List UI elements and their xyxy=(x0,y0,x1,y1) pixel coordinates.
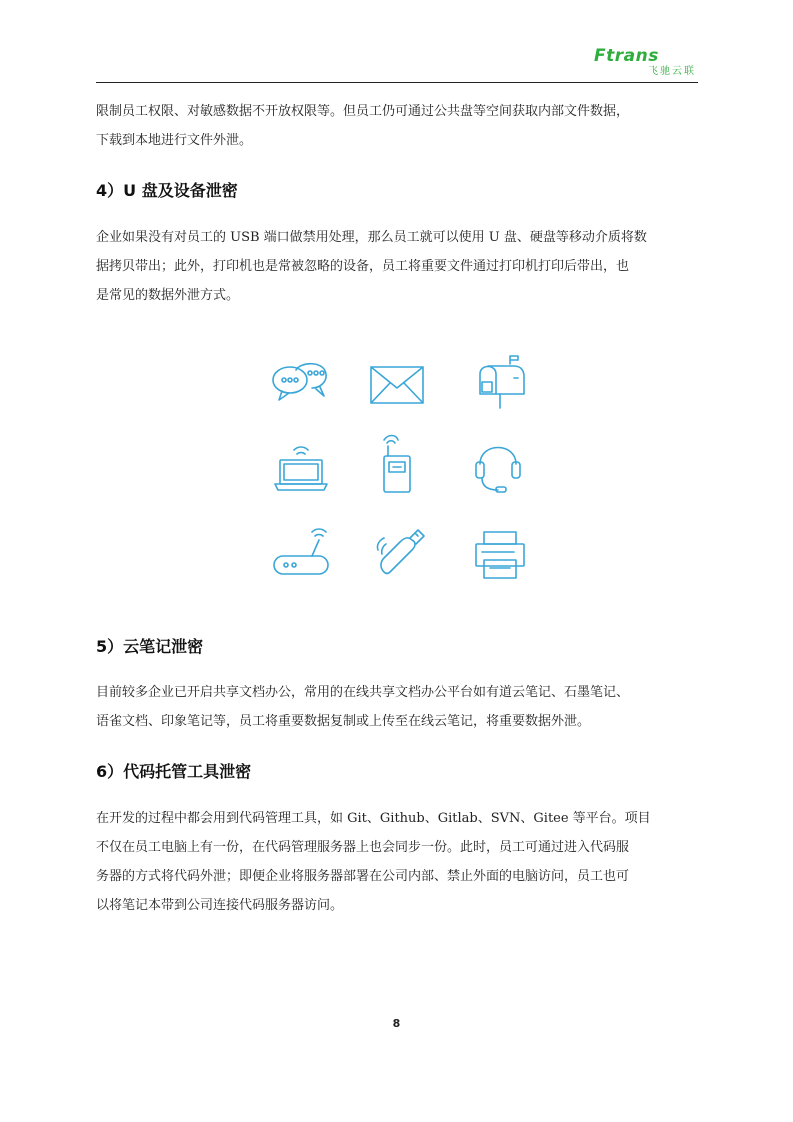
text-line: 目前较多企业已开启共享文档办公，常用的在线共享文档办公平台如有道云笔记、石墨笔记、 xyxy=(96,685,630,700)
section-heading-code-hosting: 6）代码托管工具泄密 xyxy=(96,762,252,781)
section-heading-cloud-notes: 5）云笔记泄密 xyxy=(96,637,204,656)
text-line: 不仅在员工电脑上有一份，在代码管理服务器上也会同步一份。此时，员工可通过进入代码服 xyxy=(96,840,630,855)
printer-icon xyxy=(472,528,528,584)
cloud-notes-paragraph xyxy=(96,678,700,736)
text-line: 务器的方式将代码外泄；即便企业将服务器部署在公司内部、禁止外面的电脑访问，员工也可 xyxy=(96,869,630,884)
text-line: 据拷贝带出；此外，打印机也是常被忽略的设备，员工将重要文件通过打印机打印后带出，也 xyxy=(96,259,630,274)
text-line: 企业如果没有对员工的 USB 端口做禁用处理，那么员工就可以使用 U 盘、硬盘等移动介质将数 xyxy=(96,230,647,245)
logo-wordmark: Ftrans xyxy=(594,46,659,66)
text-line: 在开发的过程中都会用到代码管理工具，如 Git、Github、Gitlab、SVN、Gitee 等平台。项目 xyxy=(96,811,651,826)
code-hosting-paragraph xyxy=(96,804,700,920)
page-number: 8 xyxy=(392,1017,401,1030)
mailbox-icon xyxy=(470,354,526,410)
section-heading-usb: 4）U 盘及设备泄密 xyxy=(96,181,238,200)
router-icon xyxy=(270,524,332,580)
chat-bubbles-icon xyxy=(270,356,330,408)
header-divider xyxy=(96,82,698,83)
laptop-wifi-icon xyxy=(272,436,330,494)
usb-drive-icon xyxy=(370,524,428,580)
intro-paragraph xyxy=(96,97,700,155)
text-line: 语雀文档、印象笔记等，员工将重要数据复制或上传至在线云笔记，将重要数据外泄。 xyxy=(96,714,591,729)
logo-chinese-name: 飞驰云联 xyxy=(648,66,696,77)
brand-logo xyxy=(594,46,696,78)
text-line: 下载到本地进行文件外泄。 xyxy=(96,133,253,148)
walkie-talkie-icon xyxy=(376,432,416,496)
headset-icon xyxy=(472,436,524,496)
text-line: 以将笔记本带到公司连接代码服务器访问。 xyxy=(96,898,344,913)
text-line: 限制员工权限、对敏感数据不开放权限等。但员工仍可通过公共盘等空间获取内部文件数据， xyxy=(96,104,630,119)
device-icon-grid xyxy=(262,350,532,590)
usb-paragraph xyxy=(96,223,700,310)
text-line: 是常见的数据外泄方式。 xyxy=(96,288,240,303)
envelope-icon xyxy=(368,364,426,406)
